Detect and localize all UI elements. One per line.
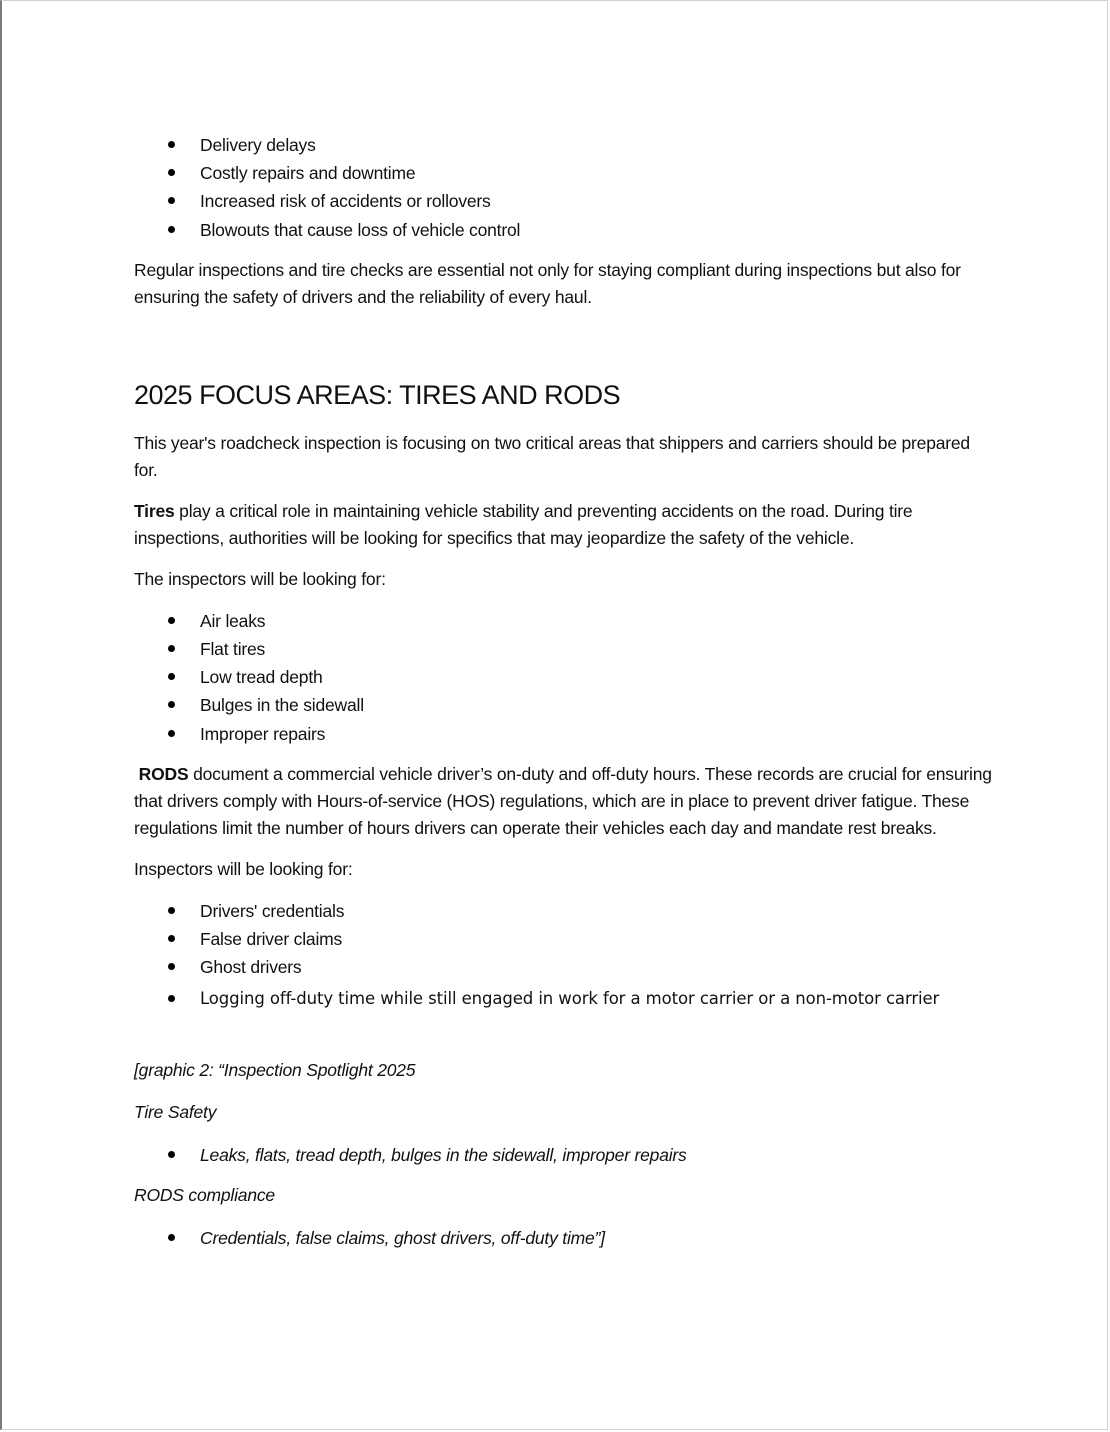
tires-term: Tires bbox=[134, 500, 175, 521]
list-item: Leaks, flats, tread depth, bulges in the sidewall, improper repairs bbox=[134, 1141, 994, 1169]
list-item: Logging off-duty time while still engaged in work for a motor carrier or a non-motor carrier bbox=[134, 981, 994, 1013]
intro-bullet-list bbox=[134, 131, 994, 244]
list-item: Drivers' credentials bbox=[134, 897, 994, 925]
rods-text: document a commercial vehicle driver’s on-duty and off-duty hours. These records are crucial for ensuring that drivers comply with Hours-of-service (HOS) regulations, which are in place to prevent driver fatigue. These regulations limit the number of hours drivers can operate their vehicles each day and mandate rest breaks. bbox=[134, 763, 992, 838]
list-item: Delivery delays bbox=[134, 131, 994, 159]
bullet-icon bbox=[168, 197, 175, 204]
list-item: Air leaks bbox=[134, 607, 994, 635]
list-item: Flat tires bbox=[134, 635, 994, 663]
list-item: Credentials, false claims, ghost drivers, off-duty time”] bbox=[134, 1224, 994, 1252]
graphic-rods-list bbox=[134, 1224, 994, 1252]
rods-paragraph bbox=[134, 761, 994, 842]
bullet-icon bbox=[168, 169, 175, 176]
focus-intro-paragraph: This year's roadcheck inspection is focusing on two critical areas that shippers and carriers should be prepared for. bbox=[134, 432, 970, 480]
rods-term: RODS bbox=[138, 763, 189, 784]
bullet-icon bbox=[168, 1234, 175, 1241]
bullet-icon bbox=[168, 645, 175, 652]
graphic-tire-list bbox=[134, 1141, 994, 1169]
tires-paragraph bbox=[134, 498, 994, 552]
bullet-icon bbox=[168, 617, 175, 624]
tires-looking-for: The inspectors will be looking for: bbox=[134, 568, 386, 589]
list-item: Costly repairs and downtime bbox=[134, 159, 994, 187]
list-item: False driver claims bbox=[134, 925, 994, 953]
rods-looking-for: Inspectors will be looking for: bbox=[134, 858, 353, 879]
list-item: Blowouts that cause loss of vehicle control bbox=[134, 216, 994, 244]
tires-bullet-list bbox=[134, 607, 994, 748]
rods-bullet-list bbox=[134, 897, 994, 1014]
tires-text: play a critical role in maintaining vehicle stability and preventing accidents on the road. During tire inspections, authorities will be looking for specifics that may jeopardize the safety of the vehicle. bbox=[134, 500, 913, 548]
bullet-icon bbox=[168, 935, 175, 942]
section-heading: 2025 FOCUS AREAS: TIRES AND RODS bbox=[134, 379, 621, 410]
graphic-tire-label: Tire Safety bbox=[134, 1102, 217, 1123]
bullet-icon bbox=[168, 701, 175, 708]
bullet-icon bbox=[168, 226, 175, 233]
bullet-icon bbox=[168, 963, 175, 970]
intro-paragraph: Regular inspections and tire checks are essential not only for staying compliant during inspections but also for ensuring the safety of drivers and the reliability of every haul. bbox=[134, 259, 961, 307]
document-content bbox=[134, 131, 994, 1253]
list-item: Increased risk of accidents or rollovers bbox=[134, 187, 994, 215]
bullet-icon bbox=[168, 141, 175, 148]
bullet-icon bbox=[168, 730, 175, 737]
list-item: Bulges in the sidewall bbox=[134, 691, 994, 719]
list-item: Ghost drivers bbox=[134, 953, 994, 981]
graphic-title: [graphic 2: “Inspection Spotlight 2025 bbox=[134, 1060, 416, 1081]
bullet-icon bbox=[168, 995, 175, 1002]
list-item: Improper repairs bbox=[134, 720, 994, 748]
graphic-rods-label: RODS compliance bbox=[134, 1185, 275, 1206]
bullet-icon bbox=[168, 907, 175, 914]
bullet-icon bbox=[168, 673, 175, 680]
bullet-icon bbox=[168, 1151, 175, 1158]
list-item: Low tread depth bbox=[134, 663, 994, 691]
